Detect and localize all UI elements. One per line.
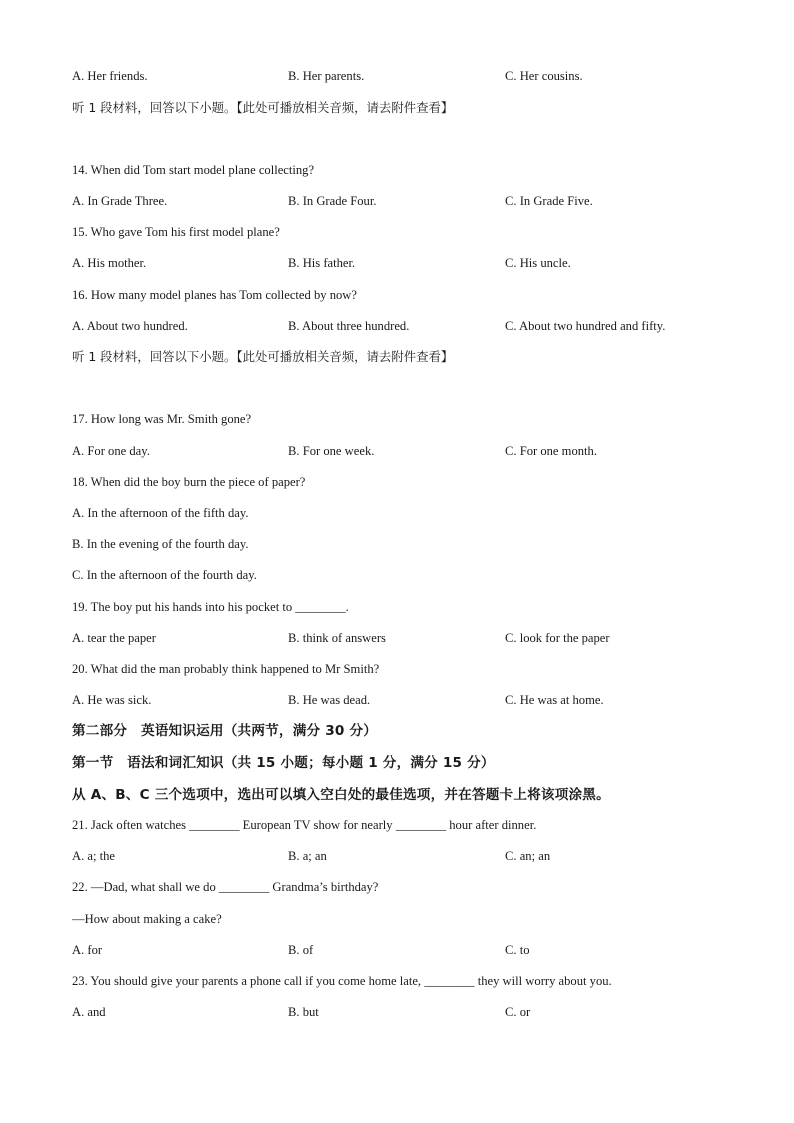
q17-option-b: B. For one week. <box>288 444 375 458</box>
q17-option-c: C. For one month. <box>505 444 598 458</box>
q22-option-a: A. for <box>72 943 103 957</box>
q19-option-c: C. look for the paper <box>505 631 610 645</box>
q16-option-b: B. About three hundred. <box>288 319 410 333</box>
q18-stem: 18. When did the boy burn the piece of paper? <box>72 475 306 489</box>
listen-note-1: 听 1 段材料，回答以下小题。【此处可播放相关音频，请去附件查看】 <box>72 100 454 115</box>
q21-option-b: B. a; an <box>288 849 327 863</box>
q13-option-c: C. Her cousins. <box>505 69 583 83</box>
q14-stem: 14. When did Tom start model plane collecting? <box>72 163 315 177</box>
q17-stem: 17. How long was Mr. Smith gone? <box>72 412 252 426</box>
q23-option-a: A. and <box>72 1005 106 1019</box>
q15-option-b: B. His father. <box>288 256 356 270</box>
listen-note-2: 听 1 段材料，回答以下小题。【此处可播放相关音频，请去附件查看】 <box>72 349 454 364</box>
q23-option-c: C. or <box>505 1005 531 1019</box>
q22-option-b: B. of <box>288 943 314 957</box>
q19-option-a: A. tear the paper <box>72 631 156 645</box>
q14-option-b: B. In Grade Four. <box>288 194 377 208</box>
q22-stem: 22. —Dad, what shall we do ________ Grandma’s birthday? <box>72 880 379 894</box>
instruction: 从 A、B、C 三个选项中，选出可以填入空白处的最佳选项，并在答题卡上将该项涂黑。 <box>72 787 610 803</box>
q21-stem: 21. Jack often watches ________ European TV show for nearly ________ hour after dinner. <box>72 818 537 832</box>
q18-option-a: A. In the afternoon of the fifth day. <box>72 506 249 520</box>
q23-stem: 23. You should give your parents a phone call if you come home late, ________ they will worry about you. <box>72 974 612 988</box>
q16-stem: 16. How many model planes has Tom collected by now? <box>72 288 357 302</box>
q23-option-b: B. but <box>288 1005 319 1019</box>
q20-option-a: A. He was sick. <box>72 693 152 707</box>
q15-option-a: A. His mother. <box>72 256 147 270</box>
q15-option-c: C. His uncle. <box>505 256 571 270</box>
q13-option-b: B. Her parents. <box>288 69 365 83</box>
q16-option-c: C. About two hundred and fifty. <box>505 319 666 333</box>
q18-option-c: C. In the afternoon of the fourth day. <box>72 568 257 582</box>
q13-option-a: A. Her friends. <box>72 69 148 83</box>
q20-option-b: B. He was dead. <box>288 693 371 707</box>
q19-stem: 19. The boy put his hands into his pocket to ________. <box>72 600 349 614</box>
q20-option-c: C. He was at home. <box>505 693 604 707</box>
q18-option-b: B. In the evening of the fourth day. <box>72 537 249 551</box>
q20-stem: 20. What did the man probably think happened to Mr Smith? <box>72 662 380 676</box>
q14-option-c: C. In Grade Five. <box>505 194 593 208</box>
q16-option-a: A. About two hundred. <box>72 319 188 333</box>
section1-heading: 第一节 语法和词汇知识（共 15 小题；每小题 1 分，满分 15 分） <box>72 755 495 771</box>
q17-option-a: A. For one day. <box>72 444 150 458</box>
part2-heading: 第二部分 英语知识运用（共两节，满分 30 分） <box>72 723 378 739</box>
q22-option-c: C. to <box>505 943 530 957</box>
q14-option-a: A. In Grade Three. <box>72 194 168 208</box>
q22-reply: —How about making a cake? <box>72 912 222 926</box>
q21-option-c: C. an; an <box>505 849 551 863</box>
q21-option-a: A. a; the <box>72 849 116 863</box>
q15-stem: 15. Who gave Tom his first model plane? <box>72 225 280 239</box>
q19-option-b: B. think of answers <box>288 631 386 645</box>
